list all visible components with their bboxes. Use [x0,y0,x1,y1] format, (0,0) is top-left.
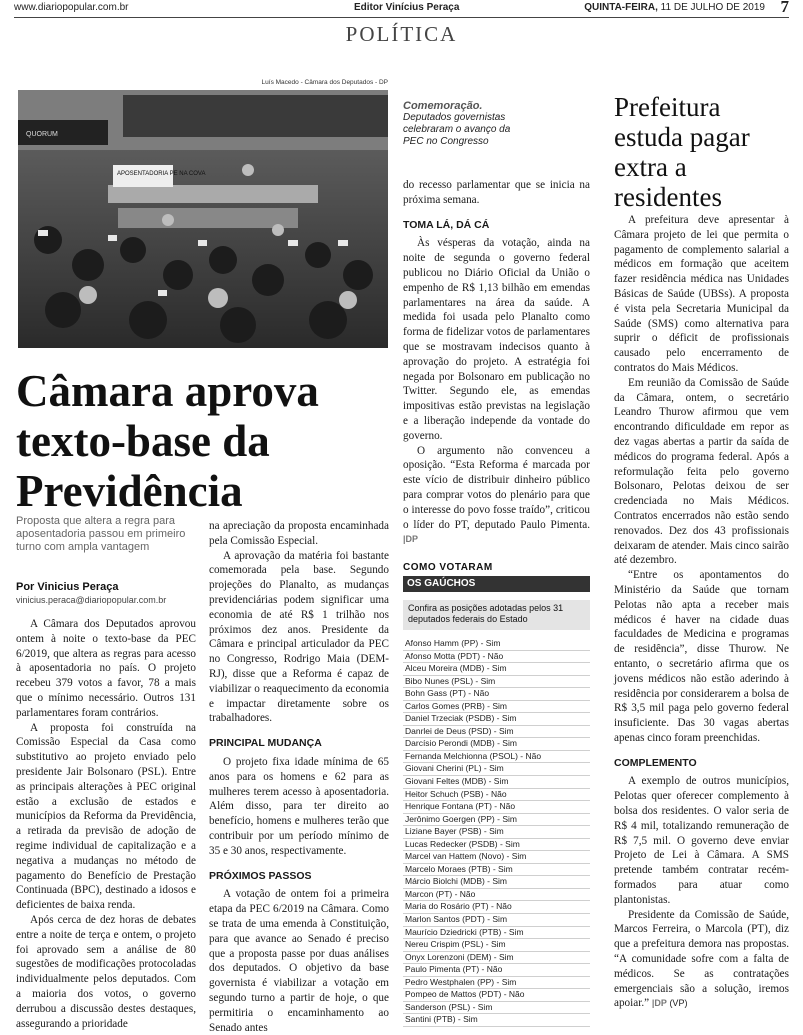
paragraph: O projeto fixa idade mínima de 65 anos para os homens e 62 para as mulheres terem acesso à aposentadoria. Além disso, para ter direito ao benefício, homens e mulheres terão que contribuir por um período mínimo de 35 e 30 anos, respectivamente. [209,755,389,857]
votes-list [403,638,590,1027]
vote-row: Afonso Hamm (PP) - Sim [403,638,590,651]
subheading-proximos-passos: PRÓXIMOS PASSOS [209,869,312,882]
vote-row: Henrique Fontana (PT) - Não [403,801,590,814]
vote-row: Fernanda Melchionna (PSOL) - Não [403,751,590,764]
vote-row: Giovani Cherini (PL) - Sim [403,763,590,776]
vote-row: Márcio Biolchi (MDB) - Sim [403,876,590,889]
vote-row: Maurício Dziedricki (PTB) - Sim [403,927,590,940]
main-story-column-2 [209,519,389,1035]
edition-date: QUINTA-FEIRA, 11 DE JULHO DE 2019 [584,2,765,13]
vote-row: Nereu Crispim (PSL) - Sim [403,939,590,952]
site-url: www.diariopopular.com.br [14,2,129,13]
paragraph: A Câmara dos Deputados aprovou ontem à noite o texto-base da PEC 6/2019, que altera as regras para acesso à aposentadoria no país. O projeto recebeu 379 votos a favor, 78 a mais que o mínimo necessário. Outros 131 parlamentares foram contrários. [16,618,196,719]
vote-row: Pompeo de Mattos (PDT) - Não [403,989,590,1002]
vote-row: Liziane Bayer (PSB) - Sim [403,826,590,839]
side-headline: Prefeitura estuda pagar extra a residentes [614,92,750,212]
vote-row: Marcon (PT) - Não [403,889,590,902]
paragraph: na apreciação da proposta encaminhada pela Comissão Especial. [209,520,389,547]
paragraph: Presidente da Comissão de Saúde, Marcos Ferreira, o Marcola (PT), diz que a prefeitura demora nas propostas. “A comunidade sofre com a falta de médicos. Se as contratações emergenciais são a solução, iremos apoiar.” |DP (VP) [614,908,789,1010]
paragraph: A exemplo de outros municípios, Pelotas quer oferecer complemento à bolsa dos residentes. O valor seria de R$ 4 mil, totalizando remuneração de R$ 7,5 mil. O governo deve enviar Projeto de Lei à Câmara. A SMS pretende também contratar recém-formados para atuar como plantonistas. [614,775,789,906]
main-story-column-3 [403,178,590,547]
byline: Por Vinicius Peraça [16,581,119,593]
paragraph: Às vésperas da votação, ainda na noite de segunda o governo federal publicou no Diário Oficial da União o empenho de R$ 1,13 bilhão em emendas parlamentares na área da saúde. A medida foi usada pelo Planalto como forma de fidelizar votos de parlamentares que se mostravam indecisos quanto à aprovação do projeto. A estratégia foi negada por Bolsonaro em publicação no Twitter. Segundo ele, as emendas impositivas estão previstas na legislação e a liberação independe da vontade do governo. [403,237,590,442]
vote-row: Santini (PTB) - Sim [403,1014,590,1027]
author-email: vinicius.peraca@diariopopular.com.br [16,595,167,605]
vote-row: Afonso Motta (PDT) - Não [403,651,590,664]
vote-row: Onyx Lorenzoni (DEM) - Sim [403,952,590,965]
subheading-principal-mudanca: PRINCIPAL MUDANÇA [209,737,322,750]
vote-row: Daniel Trzeciak (PSDB) - Sim [403,713,590,726]
votes-title: COMO VOTARAM [403,562,493,573]
vote-row: Danrlei de Deus (PSD) - Sim [403,726,590,739]
end-mark: |DP [403,534,419,545]
paragraph: do recesso parlamentar que se inicia na próxima semana. [403,179,590,206]
vote-row: Pedro Westphalen (PP) - Sim [403,977,590,990]
votes-subtitle: OS GAÚCHOS [403,576,590,592]
paragraph: A aprovação da matéria foi bastante comemorada pela base. Segundo projeções do Planalto, as mudanças previdenciárias podem significar uma economia de até R$ 1 trilhão nos próximos dez anos. Presidente da Câmara e principal articulador da PEC no Congresso, Rodrigo Maia (DEM-RJ), disse que a Reforma é capaz de viabilizar o reaquecimento da economia e impactar diretamente sobre os trabalhadores. [209,549,389,725]
panel-text: QUORUM [26,131,58,138]
caption-title: Comemoração. [403,100,483,112]
editor-name: Editor Vinícius Peraça [354,2,460,13]
paragraph: A prefeitura deve apresentar à Câmara projeto de lei que permita o pagamento de complemento salarial a médicos em formação que aceitem fazer residência médica nas Unidades Básicas de Saúde (UBSs). A proposta é vista pela Secretaria Municipal da Saúde (SMS) como alternativa para suprir o déficit de profissionais causado pelo encerramento de contratos do Mais Médicos. [614,214,789,374]
side-story-column [614,213,789,1011]
vote-row: Carlos Gomes (PRB) - Sim [403,701,590,714]
main-subhead: Proposta que altera a regra para aposentadoria passou em primeiro turno com ampla vantagem [16,515,186,553]
votes-intro: Confira as posições adotadas pelos 31 deputados federais do Estado [403,600,590,630]
vote-row: Darcísio Perondi (MDB) - Sim [403,738,590,751]
subheading-complemento: COMPLEMENTO [614,756,697,769]
protest-banner: APOSENTADORIA PE NA COVA [117,171,206,177]
paragraph: “Entre os apontamentos do Ministério da Saúde que tornam Pelotas não apta a receber mais médicos é haver na cidade duas faculdades de Medicina e programas de residência”, disse Thurow. Ne entanto, o secretário afirma que os jovens médicos não estão aderindo à residência por considerarem a bolsa de R$ 3,5 mil paga pelo governo federal insuficiente. Das 30 vagas abertas apenas cinco foram preenchidas. [614,569,789,744]
main-headline: Câmara aprova texto-base da Previdência [16,366,319,516]
header-divider [14,17,789,18]
author-initials: (VP) [666,998,688,1009]
end-mark: |DP [651,998,667,1009]
vote-row: Sanderson (PSL) - Sim [403,1002,590,1015]
paragraph: A votação de ontem foi a primeira etapa da PEC 6/2019 na Câmara. Como se trata de uma emenda à Constituição, para que avance ao Senado é preciso que a proposta passe por duas análises dos deputados. O objetivo da base governista é viabilizar a votação em segundo turno a partir de hoje, o que permitiria o encaminhamento ao Senado antes [209,888,389,1034]
vote-row: Heitor Schuch (PSB) - Não [403,789,590,802]
vote-row: Giovani Feltes (MDB) - Sim [403,776,590,789]
vote-row: Maria do Rosário (PT) - Não [403,901,590,914]
main-story-column-1 [16,617,196,1031]
vote-row: Marcelo Moraes (PTB) - Sim [403,864,590,877]
vote-row: Jerônimo Goergen (PP) - Sim [403,814,590,827]
subheading-toma-la-da-ca: TOMA LÁ, DÁ CÁ [403,218,490,231]
vote-row: Alceu Moreira (MDB) - Sim [403,663,590,676]
vote-row: Marlon Santos (PDT) - Sim [403,914,590,927]
page-header [14,0,789,16]
photo-caption [403,100,513,148]
news-photo [18,90,388,348]
vote-row: Paulo Pimenta (PT) - Não [403,964,590,977]
vote-row: Marcel van Hattem (Novo) - Sim [403,851,590,864]
caption-text: Deputados governistas celebraram o avanço da PEC no Congresso [403,112,511,147]
page-number: 7 [780,0,789,16]
votes-box [403,562,590,1027]
paragraph: A proposta foi construída na Comissão Especial da Casa como substitutivo ao projeto enviado pelo presidente Jair Bolsonaro (PSL). Entre as principais alterações à PEC original estão a exclusão de estados e municípios da Reforma da Previdência, a retirada da previsão de adoção de regime individual de capitalização e a negativa a mudanças no método de pagamento do Benefício de Prestação Continuada (BPC), destinado a idosos e deficientes de baixa renda. [16,721,196,912]
vote-row: Bibo Nunes (PSL) - Sim [403,676,590,689]
paragraph: O argumento não convenceu a oposição. “Esta Reforma é marcada por este vício de distribuir dinheiro público para comprar votos do plenário para que o interesse do povo fosse traído”, criticou o líder do PT, deputado Paulo Pimenta. |DP [403,444,590,545]
paragraph: Em reunião da Comissão de Saúde da Câmara, ontem, o secretário Leandro Thurow afirmou que vem encontrando dificuldade em repor as dez vagas abertas a partir da saída de médicos do programa federal. Após a reformulação feita pelo governo Bolsonaro, Pelotas deixou de ser credenciada no Mais Médicos. Contratos encerrados não estão sendo renovados. Dez dos 43 profissionais deixaram de atender. Mais cinco sairão até dezembro. [614,376,789,567]
section-title: POLÍTICA [345,22,458,46]
photo-illustration [18,90,388,348]
vote-row: Lucas Redecker (PSDB) - Sim [403,839,590,852]
paragraph: Após cerca de dez horas de debates entre a noite de terça e ontem, o projeto foi aprovado sem a análise de 80 sugestões de modificações protocoladas individualmente pelos deputados. Com a maioria dos votos, o governo derrubou a discussão destes destaques, assegurando a prioridade [16,913,196,1030]
photo-credit: Luís Macedo - Câmara dos Deputados - DP [261,79,388,86]
vote-row: Bohn Gass (PT) - Não [403,688,590,701]
